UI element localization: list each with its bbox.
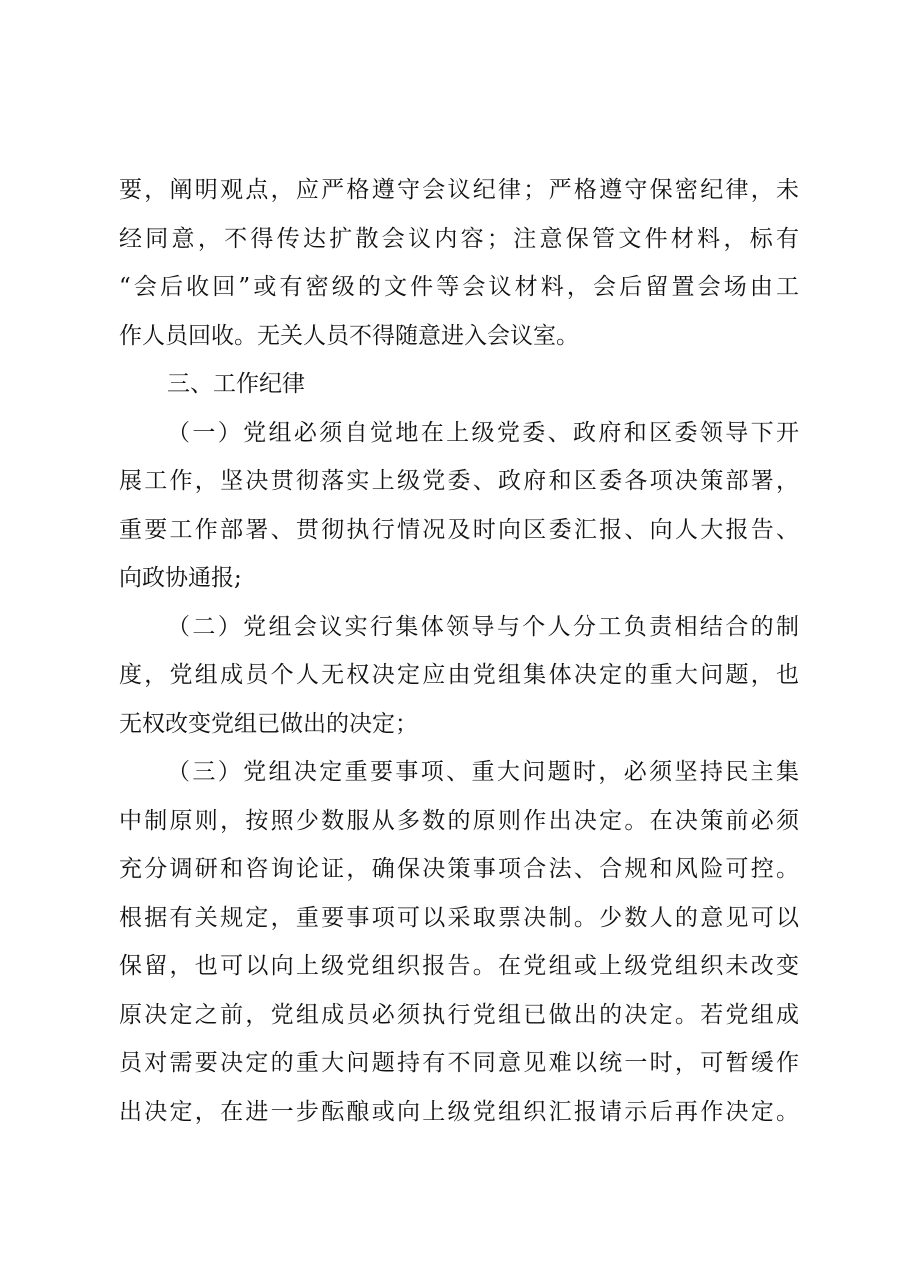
text-line: 根据有关规定，重要事项可以采取票决制。少数人的意见可以 — [119, 904, 799, 931]
text-line: 向政协通报; — [119, 565, 242, 591]
text-line: 出决定，在进一步酝酿或向上级党组织汇报请示后再作决定。 — [119, 1098, 799, 1125]
text-line: 展工作，坚决贯彻落实上级党委、政府和区委各项决策部署， — [119, 468, 799, 494]
text-line: 中制原则，按照少数服从多数的原则作出决定。在决策前必须 — [119, 807, 799, 834]
text-line: （二）党组会议实行集体领导与个人分工负责相结合的制 — [167, 613, 799, 640]
text-line: 充分调研和咨询论证，确保决策事项合法、合规和风险可控。 — [119, 856, 799, 882]
text-line: 经同意，不得传达扩散会议内容；注意保管文件材料，标有 — [119, 225, 799, 252]
section-heading: 三、工作纪律 — [167, 371, 305, 397]
text-line: 无权改变党组已做出的决定； — [119, 710, 418, 737]
text-line: （一）党组必须自觉地在上级党委、政府和区委领导下开 — [167, 419, 799, 446]
text-line: 员对需要决定的重大问题持有不同意见难以统一时，可暂缓作 — [119, 1050, 799, 1076]
text-line: （三）党组决定重要事项、重大问题时，必须坚持民主集 — [167, 759, 799, 785]
text-line: 保留，也可以向上级党组织报告。在党组或上级党组织未改变 — [119, 953, 799, 979]
text-line: 原决定之前，党组成员必须执行党组已做出的决定。若党组成 — [119, 1001, 799, 1028]
document-body — [119, 166, 799, 1136]
text-line: 重要工作部署、贯彻执行情况及时向区委汇报、向人大报告、 — [119, 516, 799, 543]
text-line: 度，党组成员个人无权决定应由党组集体决定的重大问题，也 — [119, 662, 799, 688]
text-line: 要，阐明观点，应严格遵守会议纪律；严格遵守保密纪律，未 — [119, 177, 799, 203]
text-line: 作人员回收。无关人员不得随意进入会议室。 — [119, 322, 579, 349]
text-line: “会后收回”或有密级的文件等会议材料，会后留置会场由工 — [119, 274, 799, 300]
